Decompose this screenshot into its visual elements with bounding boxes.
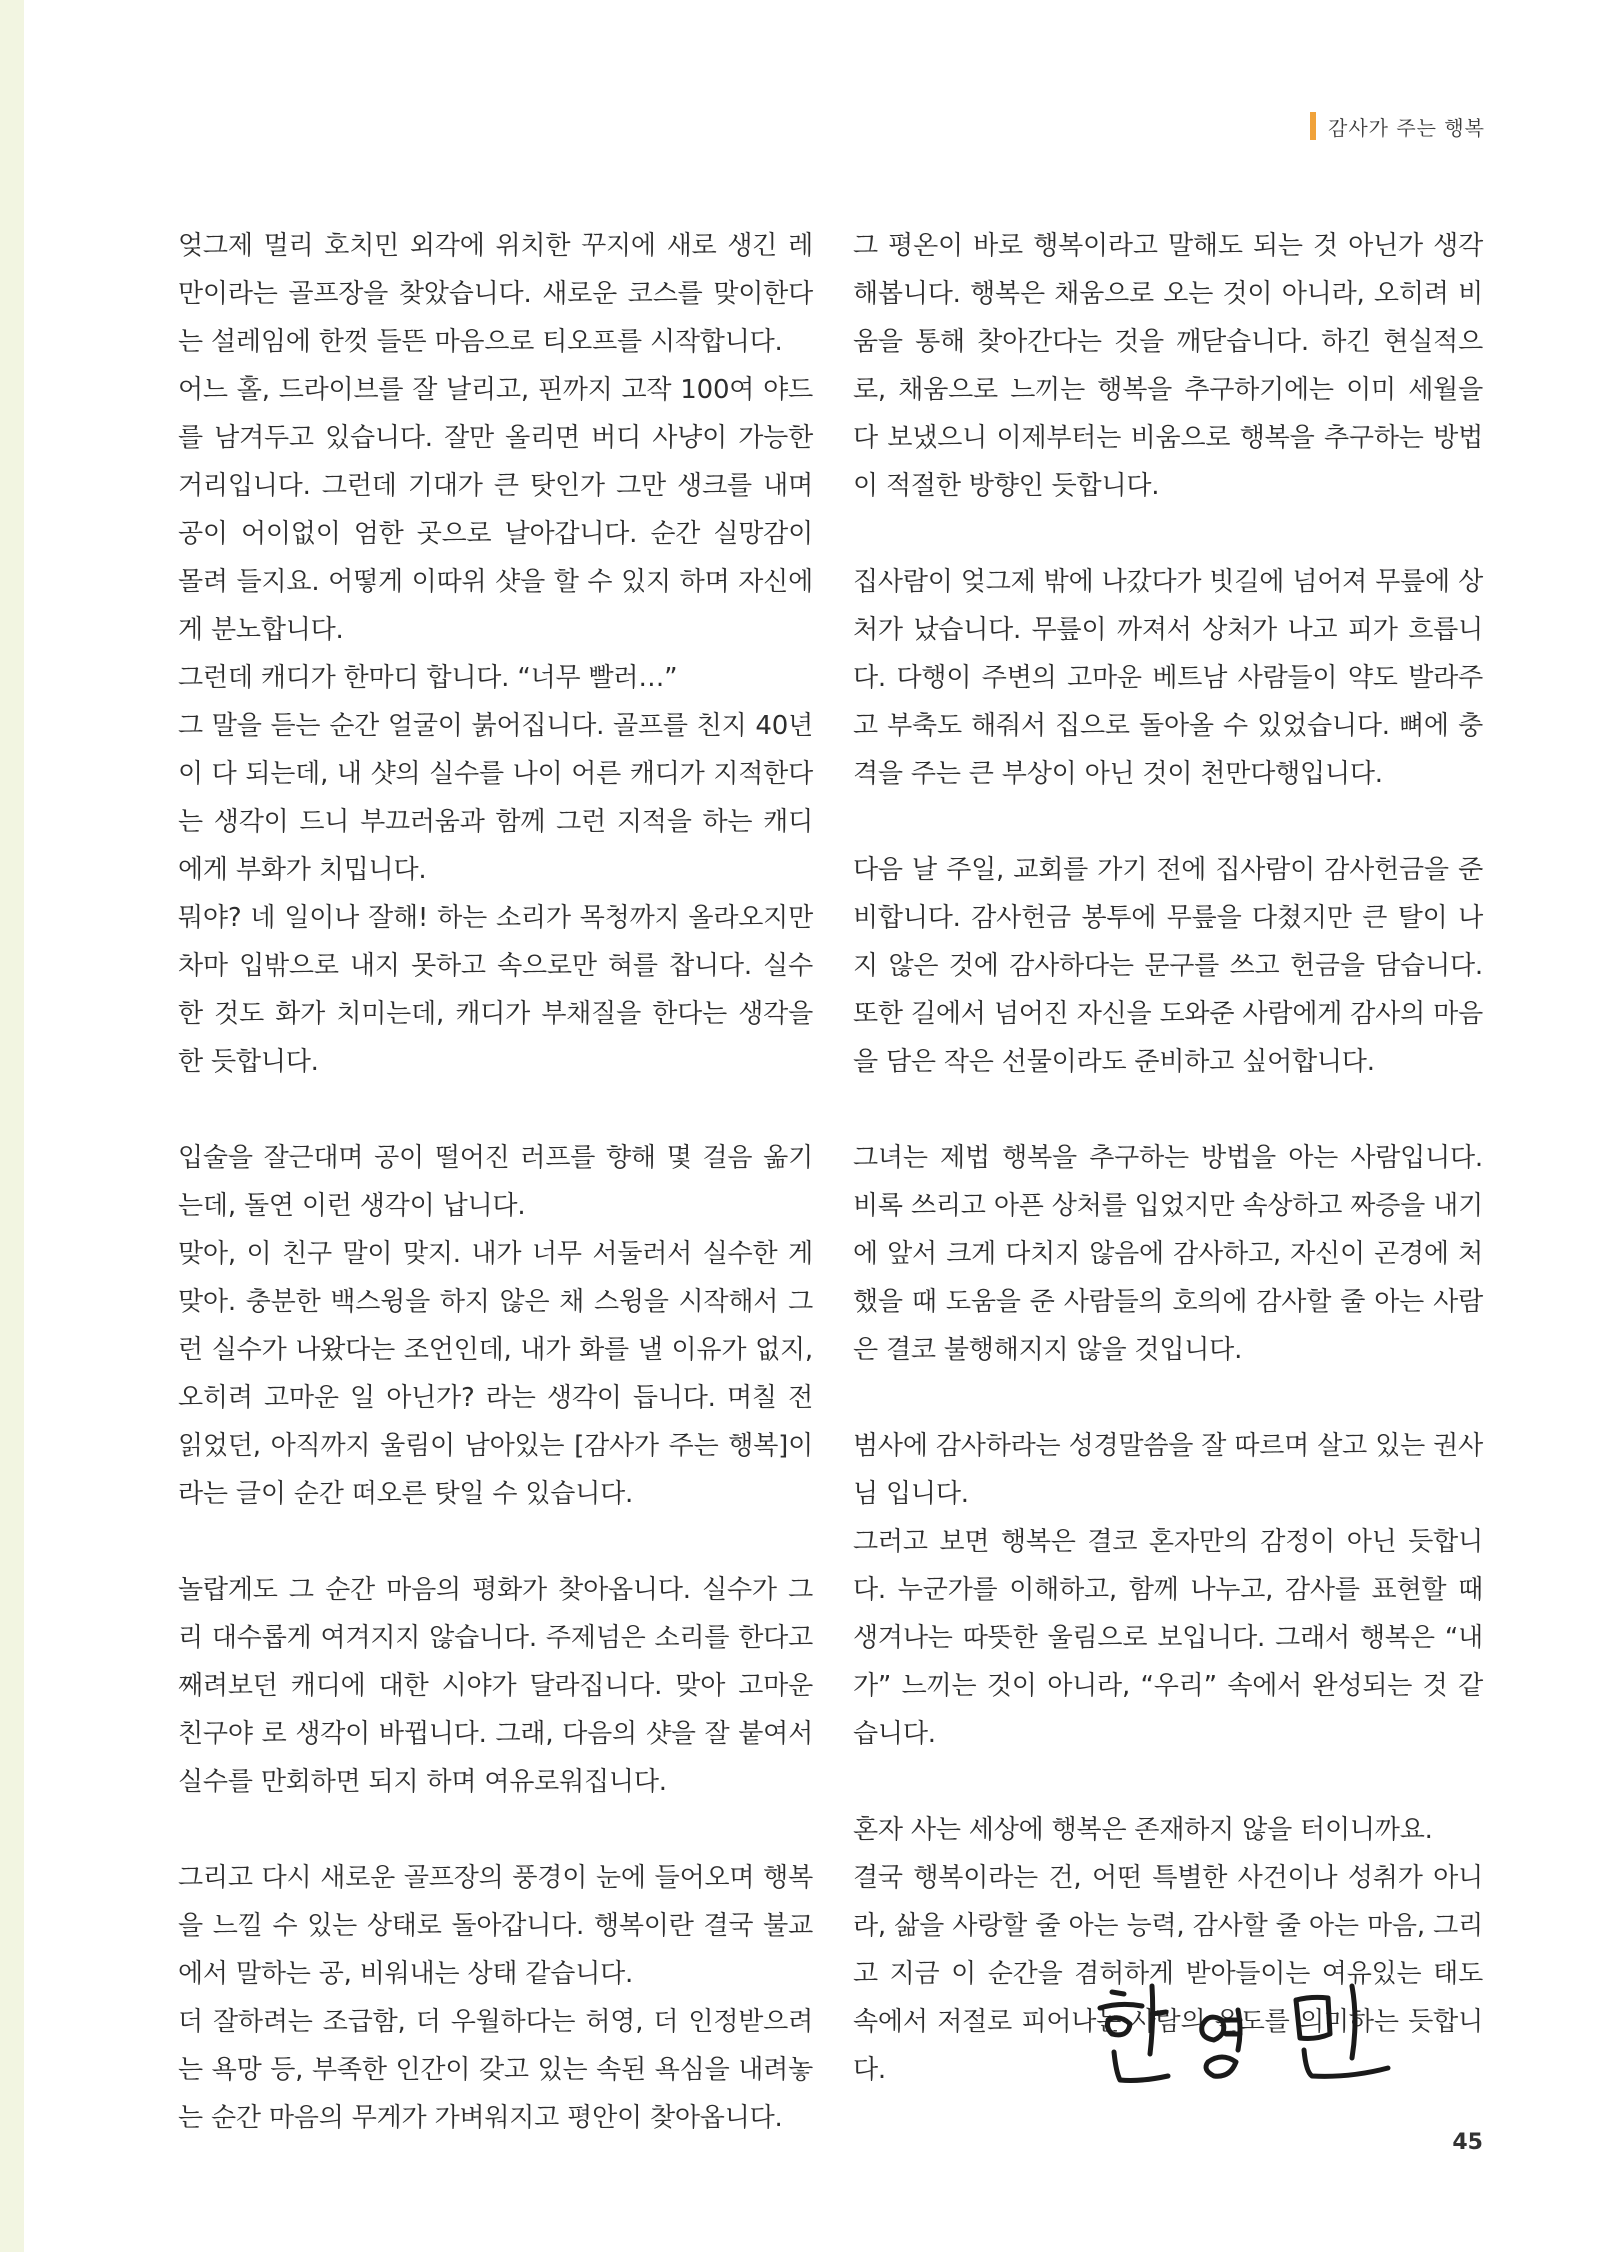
left-column [178,222,813,2142]
paragraph: 그리고 다시 새로운 골프장의 풍경이 눈에 들어오며 행복을 느낄 수 있는 상태로 돌아갑니다. 행복이란 결국 불교에서 말하는 공, 비워내는 상태 같습니다. [178,1863,813,1989]
page-spine-margin [0,0,24,2252]
paragraph: 어느 홀, 드라이브를 잘 날리고, 핀까지 고작 100여 야드를 남겨두고 있습니다. 잘만 올리면 버디 사냥이 가능한 거리입니다. 그런데 기대가 큰 탓인가 그만 생크를 내며 공이 어이없이 엄한 곳으로 날아갑니다. 순간 실망감이 몰려 들지요. 어떻게 이따위 샷을 할 수 있지 하며 자신에게 분노합니다. [178,375,813,645]
paragraph: 맞아, 이 친구 말이 맞지. 내가 너무 서둘러서 실수한 게 맞아. 충분한 백스윙을 하지 않은 채 스윙을 시작해서 그런 실수가 나왔다는 조언인데, 내가 화를 낼 이유가 없지, 오히려 고마운 일 아닌가? 라는 생각이 듭니다. 며칠 전 읽었던, 아직까지 울림이 남아있는 [감사가 주는 행복]이라는 글이 순간 떠오른 탓일 수 있습니다. [178,1239,813,1509]
page-number: 45 [1452,2130,1483,2155]
paragraph: 집사람이 엊그제 밖에 나갔다가 빗길에 넘어져 무릎에 상처가 났습니다. 무릎이 까져서 상처가 나고 피가 흐릅니다. 다행이 주변의 고마운 베트남 사람들이 약도 발라주고 부축도 해줘서 집으로 돌아올 수 있었습니다. 뼈에 충격을 주는 큰 부상이 아닌 것이 천만다행입니다. [853,567,1483,789]
right-column [853,222,1483,2094]
paragraph: 범사에 감사하라는 성경말씀을 잘 따르며 살고 있는 권사님 입니다. [853,1431,1483,1509]
paragraph: 그러고 보면 행복은 결코 혼자만의 감정이 아닌 듯합니다. 누군가를 이해하고, 함께 나누고, 감사를 표현할 때 생겨나는 따뜻한 울림으로 보입니다. 그래서 행복은 “내가” 느끼는 것이 아니라, “우리” 속에서 완성되는 것 같습니다. [853,1527,1483,1749]
paragraph: 그 말을 듣는 순간 얼굴이 붉어집니다. 골프를 친지 40년이 다 되는데, 내 샷의 실수를 나이 어른 캐디가 지적한다는 생각이 드니 부끄러움과 함께 그런 지적을 하는 캐디에게 부화가 치밉니다. [178,711,813,885]
paragraph: 더 잘하려는 조급함, 더 우월하다는 허영, 더 인정받으려는 욕망 등, 부족한 인간이 갖고 있는 속된 욕심을 내려놓는 순간 마음의 무게가 가벼워지고 평안이 찾아옵니다. [178,2007,813,2133]
paragraph: 그런데 캐디가 한마디 합니다. “너무 빨러…” [178,663,678,693]
paragraph: 뭐야? 네 일이나 잘해! 하는 소리가 목청까지 올라오지만 차마 입밖으로 내지 못하고 속으로만 혀를 찹니다. 실수한 것도 화가 치미는데, 캐디가 부채질을 한다는 생각을 한 듯합니다. [178,903,813,1077]
header-title: 감사가 주는 행복 [1328,115,1485,140]
header-accent-bar [1310,112,1316,140]
signature [1090,1980,1420,2090]
paragraph: 다음 날 주일, 교회를 가기 전에 집사람이 감사헌금을 준비합니다. 감사헌금 봉투에 무릎을 다쳤지만 큰 탈이 나지 않은 것에 감사하다는 문구를 쓰고 헌금을 담습니다. 또한 길에서 넘어진 자신을 도와준 사람에게 감사의 마음을 담은 작은 선물이라도 준비하고 싶어합니다. [853,855,1483,1077]
paragraph: 엊그제 멀리 호치민 외각에 위치한 꾸지에 새로 생긴 레만이라는 골프장을 찾았습니다. 새로운 코스를 맞이한다는 설레임에 한껏 들뜬 마음으로 티오프를 시작합니다. [178,231,813,357]
paragraph: 그녀는 제법 행복을 추구하는 방법을 아는 사람입니다. 비록 쓰리고 아픈 상처를 입었지만 속상하고 짜증을 내기에 앞서 크게 다치지 않음에 감사하고, 자신이 곤경에 처했을 때 도움을 준 사람들의 호의에 감사할 줄 아는 사람은 결코 불행해지지 않을 것입니다. [853,1143,1483,1365]
paragraph: 입술을 잘근대며 공이 떨어진 러프를 향해 몇 걸음 옮기는데, 돌연 이런 생각이 납니다. [178,1143,813,1221]
paragraph: 그 평온이 바로 행복이라고 말해도 되는 것 아닌가 생각해봅니다. 행복은 채움으로 오는 것이 아니라, 오히려 비움을 통해 찾아간다는 것을 깨닫습니다. 하긴 현실적으로, 채움으로 느끼는 행복을 추구하기에는 이미 세월을 다 보냈으니 이제부터는 비움으로 행복을 추구하는 방법이 적절한 방향인 듯합니다. [853,231,1483,501]
running-header [1310,112,1485,140]
paragraph: 놀랍게도 그 순간 마음의 평화가 찾아옵니다. 실수가 그리 대수롭게 여겨지지 않습니다. 주제넘은 소리를 한다고 째려보던 캐디에 대한 시야가 달라집니다. 맞아 고마운 친구야 로 생각이 바뀝니다. 그래, 다음의 샷을 잘 붙여서 실수를 만회하면 되지 하며 여유로워집니다. [178,1575,813,1797]
paragraph: 결국 행복이라는 건, 어떤 특별한 사건이나 성취가 아니라, 삶을 사랑할 줄 아는 능력, 감사할 줄 아는 마음, 그리고 지금 이 순간을 겸허하게 받아들이는 여유있는 태도 속에서 저절로 피어나는 사람의 온도를 의미하는 듯합니다. [853,1863,1483,2085]
paragraph: 혼자 사는 세상에 행복은 존재하지 않을 터이니까요. [853,1815,1433,1845]
